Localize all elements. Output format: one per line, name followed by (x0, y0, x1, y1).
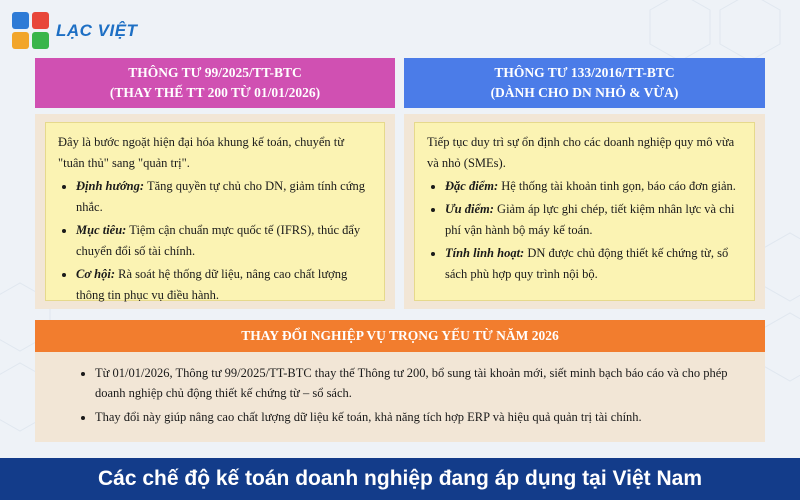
list-item (445, 199, 740, 241)
item-label: Định hướng: (76, 179, 145, 193)
item-text: Tăng quyền tự chủ cho DN, giảm tính cứng nhắc. (76, 179, 365, 214)
changes-list (75, 363, 735, 427)
list-item (445, 176, 740, 197)
right-note (414, 122, 755, 301)
left-panel (35, 114, 395, 309)
item-label: Tính linh hoạt: (445, 246, 525, 260)
logo-mark-icon (12, 12, 50, 50)
item-text: DN được chủ động thiết kế chứng từ, sổ sách phù hợp quy trình nội bộ. (445, 246, 729, 281)
left-intro: Đây là bước ngoặt hiện đại hóa khung kế toán, chuyển từ "tuân thủ" sang "quản trị". (58, 135, 345, 170)
right-title-line1: THÔNG TƯ 133/2016/TT-BTC (494, 65, 675, 80)
brand-logo (12, 12, 137, 50)
left-title-line1: THÔNG TƯ 99/2025/TT-BTC (128, 65, 302, 80)
item-label: Cơ hội: (76, 267, 116, 281)
left-list (58, 176, 370, 306)
list-item (445, 243, 740, 285)
item-text: Rà soát hệ thống dữ liệu, nâng cao chất lượng thông tin phục vụ điều hành. (76, 267, 348, 302)
list-item (76, 176, 370, 218)
item-label: Mục tiêu: (76, 223, 127, 237)
right-column-header (404, 58, 765, 108)
right-title-line2: (DÀNH CHO DN NHỎ & VỪA) (490, 85, 679, 100)
right-intro: Tiếp tục duy trì sự ổn định cho các doanh nghiệp quy mô vừa và nhỏ (SMEs). (427, 135, 735, 170)
left-note (45, 122, 385, 301)
left-column-header (35, 58, 395, 108)
brand-name: LẠC VIỆT (56, 21, 138, 40)
item-text: Hệ thống tài khoản tinh gọn, báo cáo đơn giản. (501, 179, 736, 193)
right-panel (404, 114, 765, 309)
list-item (76, 264, 370, 306)
item-text: Giảm áp lực ghi chép, tiết kiệm nhân lực và chi phí vận hành bộ máy kế toán. (445, 202, 735, 237)
right-list (427, 176, 740, 285)
changes-header: THAY ĐỔI NGHIỆP VỤ TRỌNG YẾU TỪ NĂM 2026 (35, 320, 765, 352)
list-item: • Thay đổi này giúp nâng cao chất lượng dữ liệu kế toán, khả năng tích hợp ERP và hiệu quả quản trị tài chính. (95, 407, 735, 427)
item-text: Tiệm cận chuẩn mực quốc tế (IFRS), thúc đẩy chuyển đổi số tài chính. (76, 223, 361, 258)
list-item (76, 220, 370, 262)
item-label: Đặc điểm: (445, 179, 499, 193)
changes-panel (35, 352, 765, 442)
left-title-line2: (THAY THẾ TT 200 TỪ 01/01/2026) (109, 85, 321, 100)
list-item: • Từ 01/01/2026, Thông tư 99/2025/TT-BTC thay thế Thông tư 200, bổ sung tài khoản mới, siết minh bạch báo cáo và cho phép doanh nghiệp chủ động thiết kế chứng từ – sổ sách. (95, 363, 735, 403)
footer-caption: Các chế độ kế toán doanh nghiệp đang áp dụng tại Việt Nam (0, 458, 800, 500)
item-label: Ưu điểm: (445, 202, 494, 216)
